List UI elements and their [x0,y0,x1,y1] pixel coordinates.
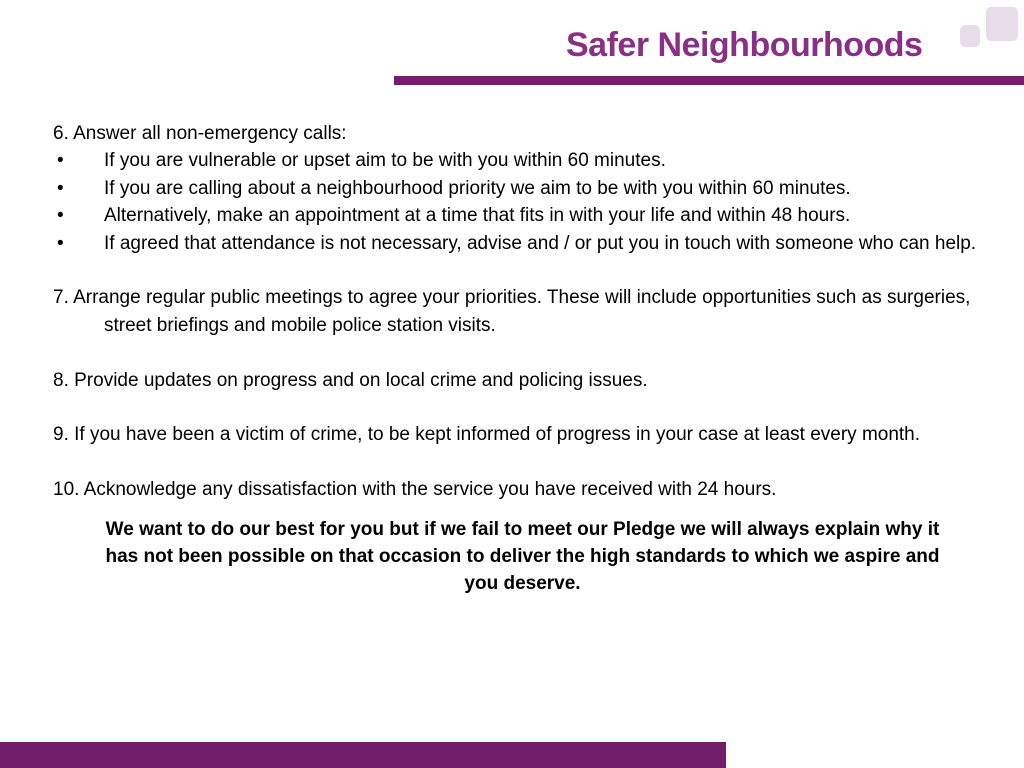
item-6-heading: 6. Answer all non-emergency calls: [53,123,347,144]
bullet-mark: • [57,150,64,172]
bullet-mark: • [57,232,64,254]
item-7-text: 7. Arrange regular public meetings to agree your priorities. These will include opportunities such as surgeries, street briefings and mobile police station visits. [53,287,971,336]
bullet-text: If you are calling about a neighbourhood priority we aim to be with you within 60 minutes. [104,177,851,199]
bullet-text: If agreed that attendance is not necessary, advise and / or put you in touch with someone who can help. [104,232,977,254]
logo-decoration [958,5,1024,55]
bullet-mark: • [57,177,64,199]
bullet-item [53,147,978,174]
bullet-item [53,202,978,229]
spacer [53,394,978,421]
bullet-mark: • [57,205,64,227]
spacer [53,339,978,366]
bullet-list [53,147,978,257]
spacer [53,449,978,476]
logo-square-large [986,7,1018,41]
bullet-text: Alternatively, make an appointment at a time that fits in with your life and within 48 hours. [104,205,851,227]
item-10-text: 10. Acknowledge any dissatisfaction with the service you have received with 24 hours. [53,479,777,501]
spacer [53,504,978,516]
logo-square-small [960,25,980,47]
spacer [53,257,978,284]
header-divider-bar [394,76,1024,85]
bullet-text: If you are vulnerable or upset aim to be with you within 60 minutes. [104,150,666,172]
bullet-item [53,230,978,257]
bullet-item [53,175,978,202]
footer-bar [0,742,726,768]
item-8-text: 8. Provide updates on progress and on local crime and policing issues. [53,369,648,391]
brand-title: Safer Neighbourhoods [566,26,923,64]
pledge-statement: We want to do our best for you but if we fail to meet our Pledge we will always explain why it has not been possible on that occasion to deliver the high standards to which we aspire and you deserve. [105,518,940,595]
item-9-text: 9. If you have been a victim of crime, to be kept informed of progress in your case at least every month. [53,424,921,446]
pledge-content [53,120,978,598]
